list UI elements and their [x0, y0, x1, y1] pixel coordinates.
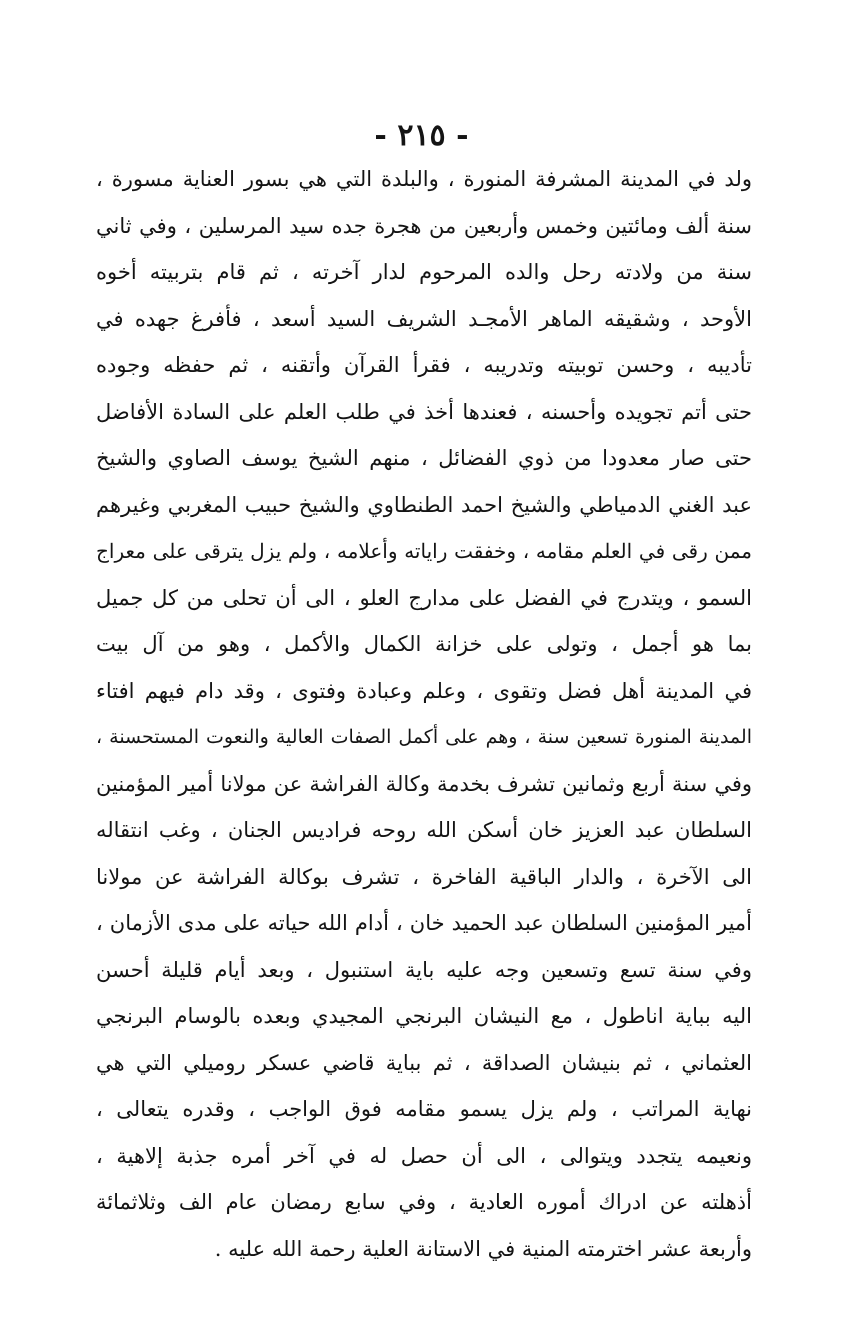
text-line: حتى صار معدودا من ذوي الفضائل ، منهم الشيخ يوسف الصاوي والشيخ — [96, 446, 752, 470]
text-line: أذهلته عن ادراك أموره العادية ، وفي سابع رمضان عام الف وثلاثمائة — [96, 1190, 752, 1214]
text-line: أمير المؤمنين السلطان عبد الحميد خان ، أدام الله حياته على مدى الأزمان ، — [96, 911, 752, 935]
text-line: العثماني ، ثم بنيشان الصداقة ، ثم بباية قاضي عسكر روميلي التي هي — [96, 1050, 752, 1075]
text-line: عبد الغني الدمياطي والشيخ احمد الطنطاوي والشيخ حبيب المغربي وغيرهم — [96, 492, 752, 517]
text-line: السلطان عبد العزيز خان أسكن الله روحه فراديس الجنان ، وغب انتقاله — [96, 818, 752, 842]
text-line: اليه بباية اناطول ، مع النيشان البرنجي المجيدي وبعده بالوسام البرنجي — [96, 1004, 752, 1028]
text-line: المدينة المنورة تسعين سنة ، وهم على أكمل الصفات العالية والنعوت المستحسنة ، — [96, 726, 752, 748]
text-line: تأديبه ، وحسن توبيته وتدريبه ، فقرأ القرآن وأتقنه ، ثم حفظه وجوده — [96, 353, 752, 377]
text-line: ولد في المدينة المشرفة المنورة ، والبلدة التي هي بسور العناية مسورة ، — [96, 167, 752, 191]
text-line: ونعيمه يتجدد ويتوالى ، الى أن حصل له في آخر أمره جذبة إلاهية ، — [96, 1143, 752, 1168]
text-line: حتى أتم تجويده وأحسنه ، فعندها أخذ في طلب العلم على السادة الأفاضل — [96, 399, 752, 424]
text-line: الأوحد ، وشقيقه الماهر الأمجـد الشريف السيد أسعد ، فأفرغ جهده في — [96, 306, 752, 331]
text-line: سنة من ولادته رحل والده المرحوم لدار آخرته ، ثم قام بتربيته أخوه — [96, 260, 752, 284]
body-text — [96, 156, 752, 1272]
text-line: في المدينة أهل فضل وتقوى ، وعلم وعبادة وفتوى ، وقد دام فيهم افتاء — [96, 678, 752, 703]
text-line: الى الآخرة ، والدار الباقية الفاخرة ، تشرف بوكالة الفراشة عن مولانا — [96, 864, 752, 889]
text-line: السمو ، ويتدرج في الفضل على مدارج العلو ، الى أن تحلى من كل جميل — [96, 585, 752, 610]
text-line: ممن رقى في العلم مقامه ، وخفقت راياته وأعلامه ، ولم يزل يترقى على معراج — [96, 539, 752, 563]
page-number: - ٢١٥ - — [374, 118, 469, 153]
text-line: وأربعة عشر اخترمته المنية في الاستانة العلية رحمة الله عليه . — [214, 1236, 752, 1261]
text-line: وفي سنة أربع وثمانين تشرف بخدمة وكالة الفراشة عن مولانا أمير المؤمنين — [96, 771, 752, 796]
text-line: سنة ألف ومائتين وخمس وأربعين من هجرة جده سيد المرسلين ، وفي ثاني — [96, 213, 752, 238]
text-line: بما هو أجمل ، وتولى على خزانة الكمال والأكمل ، وهو من آل بيت — [96, 632, 752, 656]
text-line: وفي سنة تسع وتسعين وجه عليه باية استنبول ، وبعد أيام قليلة أحسن — [96, 957, 752, 982]
text-line: نهاية المراتب ، ولم يزل يسمو مقامه فوق الواجب ، وقدره يتعالى ، — [96, 1097, 752, 1121]
